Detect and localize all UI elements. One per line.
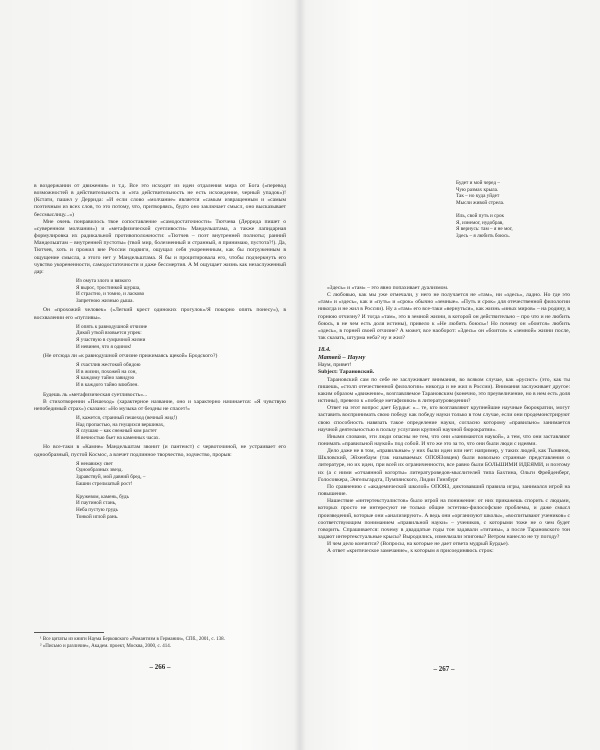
footnote-rule (34, 632, 104, 633)
left-text-column (34, 183, 286, 523)
greeting: Наум, привет! (318, 362, 352, 369)
paragraph: в воздержании от движения» и т.д. Все это исходит из идеи отдаления мира от Бога («перевод возможностей в действительность и «эта действительность не есть исхождение, черный упадок»)! (Кстати, пашел у Деррида: «И если слово «молчание» является «самым извращенным и «самым поэтичным из всех слов, то это потому, что, притворяясь, будто оно заключает смысл, оно высказывает бессмыслицу...») (34, 183, 286, 218)
paragraph: Мне очень понравилось твое сопоставление «самодостаточности» Тютчева (Деррида пишет о «суверенном молчании») и «метафизической суетливости» Мандельштама, а также лапидарная формулировка их радикальной противоположности: «Тютчев – поэт внутренней полноты; ранний Мандельштам – внутренней пустоты» (твой мир, болезненный и странный, я принимаю, пустота?!). Да, Тютчев, хоть и прожил вне России подвиги, ощущал себя укорененным, как бы погруженным в ощущение смысла, а этого нет у Мандельштама. Я бы и процитировала его, чтобы подчеркнуть его чувство укорененности, самодостаточности и даже бессмертия. А М ощущает жизнь как незаслуженный дар: (34, 218, 286, 275)
paragraph: И чем дело кончится? (Вопросы, на которые не дает ответа мудрый Бурдье). (327, 541, 509, 548)
paragraph: Ответ на этот вопрос дает Бурдье: «... те, кто возглавляют крупнейшие научные бюрократии, могут заставить воспринимать свою победу как победу науки только в том случае, если они продемонстрируют свою способность навязать такое определение науки, согласно которому «правильно» занимается научной деятельностью в пользу услугами крупной научной бюрократии». (318, 405, 570, 433)
paragraph: А ответ «критическое замечание», к которым я присоединяюсь строк: (327, 548, 494, 555)
left-page (34, 0, 286, 750)
footnote: ² «Письмо и различие», Академ. проект, Москва, 2000, с. 414. (40, 643, 171, 649)
section-title: Матвей – Науму (318, 354, 366, 362)
poem-stanza: Будет и мой черед – Чую размах крыла. Так – но куда уйдет Мысли живой стрела. Иль, свой путь и срок Я, изнемог, нудобрав, Я вернусь: там – я не мог, Здесь – я любить боюсь. (456, 180, 513, 239)
paragraph: Дело даже не в том, «правильные» у них были идеи или нет: например, у таких людей, как Тынянов, Шкловский, Эйхенбаум (так называемых ОПОЯЗовцев) были вовольно странные представления о литературе, но их идеи, при всей их ограниченности, все равно были БОЛЬШИМИ ИДЕЯМИ, и поэтому их (а с ними «отчаянной когорты» литературоведов-мыслителей типа Бахтина, Ольги Фрейденберг, Голосовкера, Энгельгардта, Пумпянского, Лидии Гинзбург (318, 448, 570, 483)
paragraph: Будешь ль «метафизическая суетливость»... (43, 391, 148, 398)
paragraph: С любовью, как мы уже отмечали, у него не получается не «там», ни «здесь», ладно. Но где это «там» и «здесь», как и «путь» и «срок» обычно «земные». «Путь и срок» для отечественной филологии никогда и не жил в России). Ну а «там» его все-таки «вернуться», как жизнь «иных миров» – на родину, в горнюю отчизну? И тогда «там», это в земной жизни, в которой он действительно – про что и не любить боюсь, в не чем есть доля истины), привело к «Не любить боюсь»! Но почему он «боится» любить «здесь», в горней своей отчизне? А может, все наоборот: «Здесь» он «боится» к «земной» жизни после, так сказать, штурма неба? ну и жил? (318, 292, 570, 342)
paragraph: (Не отсюда ли «к равнодушной отчизне прижимаясь щекой» Бродского?) (43, 353, 218, 360)
page-number: – 266 – (149, 663, 171, 671)
paragraph: По сравнению с «академической школой» ОПОЯЗ, диктовавший правила игры, занимался игрой на повышение. (318, 483, 570, 498)
paragraph: Нашествие «интертекстуалистов» было игрой на понижение: от них прикажешь спорить с людьми, которых просто не интересуют не только общие эстетико-философские проблемы, и даже смысл произведений, которые они «анализируют». А ведь они «организуют школы», «воспитывают учеников» с соответствующим пониманием «правильной науки» – учеников, с которыми тоже не о чем будет говорить. Спрашивается: почему в двадцатые годы тон задавали «титаны», а после Тарановского тон задают интертекстуальные крысы? Выродились, измельчали эпигоны? Ветром нанесло не ту погоду? (318, 498, 570, 540)
paragraph: Иными словами, эти люди опасны не тем, что они «занимаются наукой», а тем, что они заставляют понимать «правильной наукой» под собой. И что же это за то, что они были люди с идеями. (318, 433, 570, 447)
poem-stanza: И, кажется, странный пешеход (вечный жид!) Над пропастью, на гнущихся вершинах, Я слушаю – как снежный ком растет И вечностью бьет на каменных часах. (76, 415, 177, 441)
right-page (318, 0, 570, 750)
paragraph: Он «прохожий человек» («Легкий крест одиноких прогулок»/Я покорно опять понесу»), в восхвалении его «пугливы». (34, 307, 286, 321)
footnote: ¹ Все цитаты из книги Наума Берковского «Романтизм в Германии», СПб., 2001, с. 138. (40, 637, 225, 642)
poem-stanza: Из омута злого и вязкого Я вырос, тростинкой шурша, И страстно, и томно, и ласково Запретною жизнью дыша. (76, 278, 145, 304)
section-number: 18.4. (318, 346, 331, 354)
page-number: – 267 – (433, 665, 455, 673)
paragraph: Тарановский сам по себе не заслуживает внимания, во всяком случае, как «русист» (это, как ты пишешь, «столп отечественной филологии» никогда и не жил в России). Внимания заслуживает другое: каким образом «движение», возглавляемое Тарановским (конечно, это преувеличение, но в нем есть доля истины), превело к «победе метафизики» в литературоведении? (318, 376, 570, 405)
poem-stanza: И опять к равнодушной отчизне Дикой уткой взовьется упрек: Я участвую в сумрачной жизни И невинен, что я одинок! (76, 323, 148, 350)
paragraph: «Здесь» и «там» – это явно попахивает дуализмом. (327, 285, 449, 291)
paragraph: В стихотворении «Пешеход» (характерное название, оно и характерно начинается: «Я чувствую непобедимый страх») сказано: «Но музыка от бездны не спасет!» (34, 398, 286, 412)
paragraph: Но все-таки в «Камне» Мандельштам звонит (и пантеист) с червоточиной, не устраивает его однообразный, пустой Космос, а влечет подлинное творчество, зодчество, прорыв: (34, 444, 286, 458)
poem-stanza: Я счастлив жестокой обидою И в жизни, похожей на сон, Я каждому тайно завидую И в каждого тайно влюблен. (76, 362, 141, 389)
footnotes (34, 632, 286, 650)
subject-line: Subject: Тарановский. (318, 369, 375, 376)
right-text-column (318, 285, 570, 555)
section-heading (318, 346, 570, 362)
poem-stanza: Я ненавижу свет Однообразных звезд. Здравствуй, мой давний бред, – Башни стрельчатый рост! Кружевом, камень, будь И паутиной стань, Неба пустую грудь Тонкой иглой рань. (76, 460, 146, 520)
